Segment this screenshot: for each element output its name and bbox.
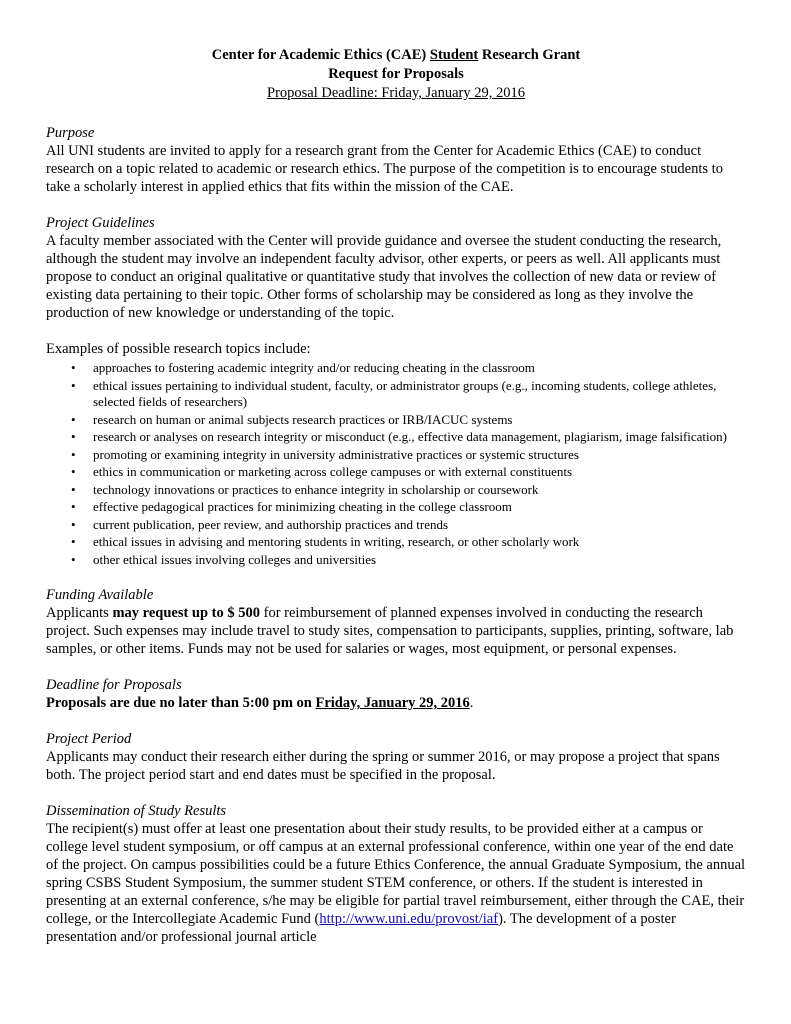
dissemination-section <box>46 802 746 946</box>
bullet-icon: • <box>71 481 76 497</box>
list-item: • effective pedagogical practices for minimizing cheating in the college classroom <box>71 499 512 514</box>
list-item: • research or analyses on research integrity or misconduct (e.g., effective data management, plagiarism, image falsification) <box>71 429 727 444</box>
list-item: • ethical issues in advising and mentoring students in writing, research, or other scholarly work <box>71 534 580 549</box>
purpose-section <box>46 124 746 196</box>
bullet-icon: • <box>71 377 76 393</box>
funding-section <box>46 586 746 658</box>
document-page <box>46 46 746 946</box>
list-item: • approaches to fostering academic integrity and/or reducing cheating in the classroom <box>71 360 535 375</box>
period-heading: Project Period <box>46 731 132 747</box>
title-underlined-word: Student <box>429 47 479 63</box>
funding-amount: may request up to $ 500 <box>112 605 261 621</box>
bullet-icon: • <box>71 534 76 549</box>
examples-intro: Examples of possible research topics include: <box>46 341 311 357</box>
bullet-icon: • <box>71 446 76 462</box>
dissemination-text: The recipient(s) must offer at least one presentation about their study results, to be provided either at a campus or college level student symposium, or off campus at an external professional conference, within one year of the end date of the project. On campus possibilities could be a future Ethics Conference, the annual Graduate Symposium, the annual spring CSBS Student Symposium, the summer student STEM conference, or others. If the student is interested in presenting at an external conference, s/he may be eligible for partial travel reimbursement, either through the CAE, their college, or the Intercollegiate Academic Fund (http://www.uni.edu/provost/iaf). The development of a poster presentation and/or professional journal article <box>46 821 746 945</box>
deadline-date: Friday, January 29, 2016 <box>315 695 470 711</box>
deadline-heading: Deadline for Proposals <box>46 677 182 693</box>
iaf-link[interactable]: http://www.uni.edu/provost/iaf <box>319 911 499 927</box>
bullet-icon: • <box>71 429 76 444</box>
list-item: • research on human or animal subjects research practices or IRB/IACUC systems <box>71 411 513 427</box>
bullet-icon: • <box>71 411 76 427</box>
list-item: • current publication, peer review, and authorship practices and trends <box>71 516 449 532</box>
funding-heading: Funding Available <box>46 587 154 603</box>
list-item: • ethical issues pertaining to individual student, faculty, or administrator groups (e.g., incoming students, college athletes, selected fields of researchers) <box>71 377 717 409</box>
bullet-icon: • <box>71 499 76 514</box>
dissemination-heading: Dissemination of Study Results <box>46 803 227 819</box>
purpose-heading: Purpose <box>46 125 95 141</box>
period-text: Applicants may conduct their research either during the spring or summer 2016, or may propose a project that spans both. The project period start and end dates must be specified in the proposal. <box>46 749 720 783</box>
list-item: • promoting or examining integrity in university administrative practices or systemic structures <box>71 446 579 462</box>
period-section <box>46 730 746 784</box>
proposal-deadline: Proposal Deadline: Friday, January 29, 2016 <box>267 85 525 101</box>
list-item: • technology innovations or practices to enhance integrity in scholarship or coursework <box>71 481 539 497</box>
bullet-icon: • <box>71 551 76 567</box>
guidelines-section <box>46 214 746 322</box>
deadline-text: Proposals are due no later than 5:00 pm on Friday, January 29, 2016. <box>46 695 474 711</box>
list-item: • ethics in communication or marketing across college campuses or with external constituents <box>71 464 573 479</box>
topics-list <box>46 360 746 568</box>
funding-text: Applicants may request up to $ 500 for reimbursement of planned expenses involved in conducting the research project. Such expenses may include travel to study sites, compensation to participants, supplies, printing, software, lab samples, or other items. Funds may not be used for salaries or wages, most equipment, or personal expenses. <box>46 605 734 657</box>
bullet-icon: • <box>71 360 76 375</box>
guidelines-heading: Project Guidelines <box>46 215 155 231</box>
document-title: Center for Academic Ethics (CAE) Student Research Grant <box>211 47 581 63</box>
bullet-icon: • <box>71 464 76 479</box>
document-subtitle: Request for Proposals <box>328 66 464 82</box>
list-item: • other ethical issues involving colleges and universities <box>71 551 377 567</box>
guidelines-text: A faculty member associated with the Center will provide guidance and oversee the student conducting the research, although the student may involve an independent faculty advisor, other experts, or peers as well. All applicants must propose to conduct an original qualitative or quantitative study that involves the collection of new data or review of existing data pertaining to their topic. Other forms of scholarship may be considered as long as they involve the production of new knowledge or understanding of the topic. <box>46 233 722 321</box>
document-header <box>46 46 746 103</box>
deadline-section <box>46 676 746 712</box>
bullet-icon: • <box>71 516 76 532</box>
purpose-text: All UNI students are invited to apply for a research grant from the Center for Academic Ethics (CAE) to conduct research on a topic related to academic or research ethics. The purpose of the competition is to encourage students to take a scholarly interest in applied ethics that fits within the mission of the CAE. <box>46 143 723 195</box>
